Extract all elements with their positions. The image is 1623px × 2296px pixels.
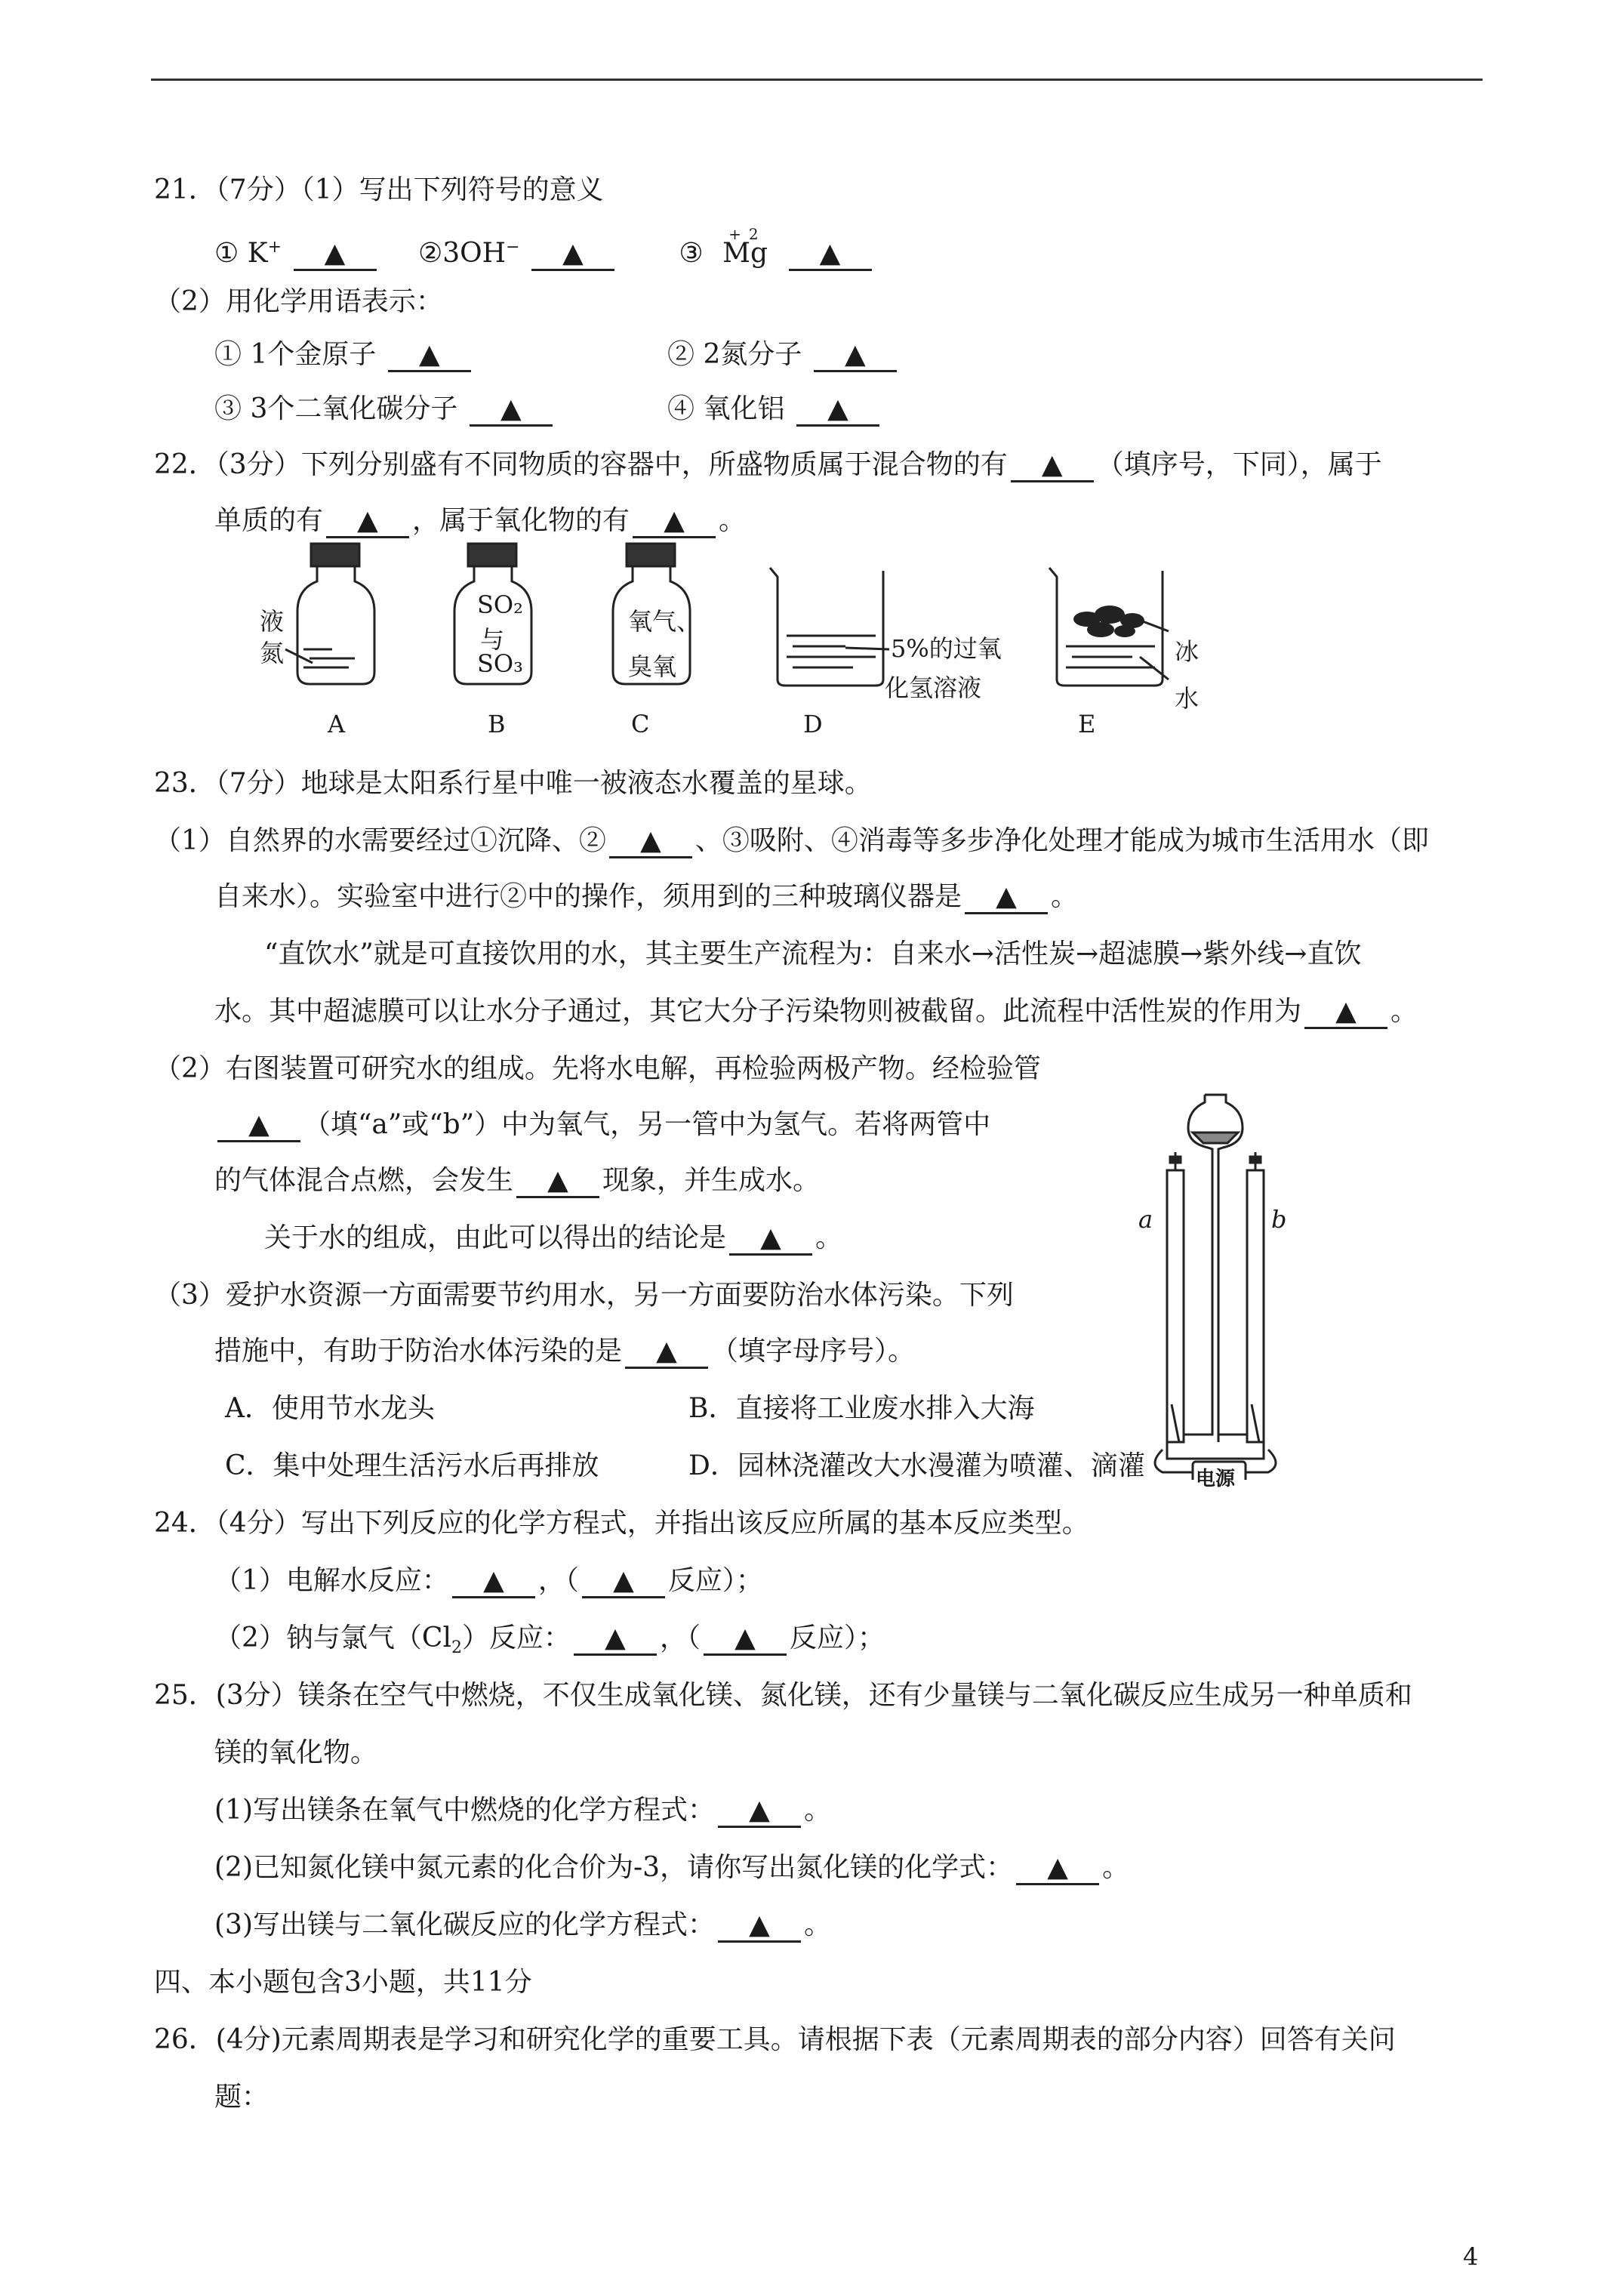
answer-blank[interactable]: ▲ <box>582 1566 665 1598</box>
bottle-c-text-2: 臭氧 <box>628 652 677 681</box>
q21-row-b: ② 2氮分子 ▲ <box>667 337 900 373</box>
answer-blank[interactable]: ▲ <box>326 506 409 538</box>
q23-p2-line3: 的气体混合点燃，会发生 ▲ 现象，并生成水。 <box>214 1163 820 1199</box>
q23-option-b: B．直接将工业废水排入大海 <box>688 1393 1035 1424</box>
q23-p1-line3: “直饮水”就是可直接饮用的水，其主要生产流程为：自来水→活性炭→超滤膜→紫外线→直饮 <box>264 938 1362 969</box>
q23-p1-line1: （1）自然界的水需要经过①沉降、② ▲ 、③吸附、④消毒等多步净化处理才能成为城市生活用水（即 <box>154 823 1429 859</box>
answer-blank[interactable]: ▲ <box>388 340 471 372</box>
q24-line1: （1）电解水反应： ▲ ，（ ▲ 反应）； <box>214 1563 763 1599</box>
q24-line2: （2）钠与氯气$(Cl_2)$反应： ▲ ，（ ▲ 反应）； <box>214 1623 885 1658</box>
q23-p3-line2: 措施中，有助于防治水体污染的是 ▲ （填字母序号）。 <box>214 1333 915 1370</box>
beaker-e-text-1: 冰 <box>1175 637 1200 666</box>
header-rule <box>151 79 1483 81</box>
label-a: A <box>328 710 346 738</box>
bottle-c-text-1: 氧气、 <box>628 607 701 636</box>
answer-blank[interactable]: ▲ <box>789 239 872 271</box>
beaker-e-text-2: 水 <box>1175 684 1200 713</box>
answer-blank[interactable]: ▲ <box>965 882 1048 914</box>
q26-line1: 26．(4分)元素周期表是学习和研究化学的重要工具。请根据下表（元素周期表的部分内容）回答有关问 <box>154 2024 1396 2055</box>
q25-line2: 镁的氧化物。 <box>214 1737 378 1768</box>
q25-line1: 25．(3分）镁条在空气中燃烧，不仅生成氧化镁、氮化镁，还有少量镁与二氧化碳反应生成另一种单质和 <box>154 1680 1412 1711</box>
answer-blank[interactable]: ▲ <box>633 506 716 538</box>
answer-blank[interactable]: ▲ <box>609 826 692 858</box>
q23-option-d: D．园林浇灌改大水漫灌为喷灌、滴灌 <box>688 1450 1145 1481</box>
bottle-a-text-2: 氮 <box>260 639 285 667</box>
q23-option-c: C．集中处理生活污水后再排放 <box>225 1450 599 1481</box>
q25-sub1: (1)写出镁条在氧气中燃烧的化学方程式： ▲ 。 <box>214 1792 831 1829</box>
q23-p1-line2: 自来水）。实验室中进行②中的操作，须用到的三种玻璃仪器是 ▲ 。 <box>214 879 1078 915</box>
q21-part2: （2）用化学用语表示： <box>154 286 443 317</box>
answer-blank[interactable]: ▲ <box>516 1166 599 1198</box>
q23-p1-line4: 水。其中超滤膜可以让水分子通过，其它大分子污染物则被截留。此流程中活性炭的作用为 ▲ 。 <box>214 994 1418 1030</box>
bottle-a-text-1: 液 <box>260 607 285 636</box>
answer-blank[interactable]: ▲ <box>470 394 553 427</box>
beaker-d-text-1: 5%的过氧 <box>891 634 1002 663</box>
answer-blank[interactable]: ▲ <box>814 340 897 372</box>
answer-blank[interactable]: ▲ <box>729 1223 812 1256</box>
label-d: D <box>803 710 823 738</box>
answer-blank[interactable]: ▲ <box>1011 450 1094 482</box>
power-source-label: 电源 <box>1196 1468 1236 1490</box>
tube-a-label: a <box>1138 1205 1153 1234</box>
q23-p2-line1: （2）右图装置可研究水的组成。先将水电解，再检验两极产物。经检验管 <box>154 1053 1041 1084</box>
bottle-b-text-3: SO₃ <box>477 649 523 678</box>
q25-sub2: (2)已知氮化镁中氮元素的化合价为-3，请你写出氮化镁的化学式： ▲ 。 <box>214 1850 1129 1886</box>
q21-row-a: ① 1个金原子 ▲ <box>214 337 474 373</box>
bottle-b-text-1: SO₂ <box>477 590 523 619</box>
answer-blank[interactable]: ▲ <box>718 1910 801 1943</box>
beaker-d-text-2: 化氢溶液 <box>885 673 982 702</box>
answer-blank[interactable]: ▲ <box>625 1336 708 1369</box>
q21-row-d: ④ 氧化铝 ▲ <box>667 391 882 427</box>
q23-p3-line1: （3）爱护水资源一方面需要节约用水，另一方面要防治水体污染。下列 <box>154 1280 1014 1311</box>
q23-p2-line2: ▲ （填“a”或“b”）中为氧气，另一管中为氢气。若将两管中 <box>214 1107 990 1143</box>
label-e: E <box>1078 710 1096 738</box>
answer-blank[interactable]: ▲ <box>1016 1853 1099 1885</box>
answer-blank[interactable]: ▲ <box>217 1110 300 1142</box>
electrolysis-apparatus <box>1132 1087 1298 1480</box>
answer-blank[interactable]: ▲ <box>452 1566 535 1598</box>
answer-blank[interactable]: ▲ <box>718 1795 801 1828</box>
label-c: C <box>631 710 650 738</box>
answer-blank[interactable]: ▲ <box>294 239 377 271</box>
q23-heading: 23．（7分）地球是太阳系行星中唯一被液态水覆盖的星球。 <box>154 768 872 799</box>
answer-blank[interactable]: ▲ <box>796 394 879 427</box>
q24-heading: 24．（4分）写出下列反应的化学方程式，并指出该反应所属的基本反应类型。 <box>154 1508 1089 1539</box>
q21-row-c: ③ 3个二氧化碳分子 ▲ <box>214 391 556 427</box>
answer-blank[interactable]: ▲ <box>704 1623 787 1656</box>
q22-line1: 22．（3分）下列分别盛有不同物质的容器中，所盛物质属于混合物的有 ▲ （填序号，下同），属于 <box>154 447 1382 483</box>
q21-heading: 21．（7分）（1）写出下列符号的意义 <box>154 174 604 205</box>
q23-p2-line4: 关于水的组成，由此可以得出的结论是 ▲ 。 <box>264 1220 842 1256</box>
containers-figure <box>249 536 1253 732</box>
section-4-heading: 四、本小题包含3小题，共11分 <box>154 1967 532 1998</box>
page-number: 4 <box>1463 2242 1479 2271</box>
q25-sub3: (3)写出镁与二氧化碳反应的化学方程式： ▲ 。 <box>214 1907 831 1943</box>
tube-b-label: b <box>1271 1205 1287 1234</box>
q22-line2: 单质的有 ▲ ，属于氧化物的有 ▲ 。 <box>214 503 746 539</box>
q23-option-a: A．使用节水龙头 <box>225 1393 435 1424</box>
answer-blank[interactable]: ▲ <box>1304 997 1387 1029</box>
label-b: B <box>488 710 506 738</box>
q26-line2: 题： <box>214 2082 269 2113</box>
answer-blank[interactable]: ▲ <box>574 1623 657 1656</box>
answer-blank[interactable]: ▲ <box>531 239 614 271</box>
q21-symbols-row: ① K+ ▲ ②3OH− ▲ ③ +2 Mg ▲ <box>214 230 875 272</box>
bottle-b-text-2: 与 <box>480 625 505 654</box>
